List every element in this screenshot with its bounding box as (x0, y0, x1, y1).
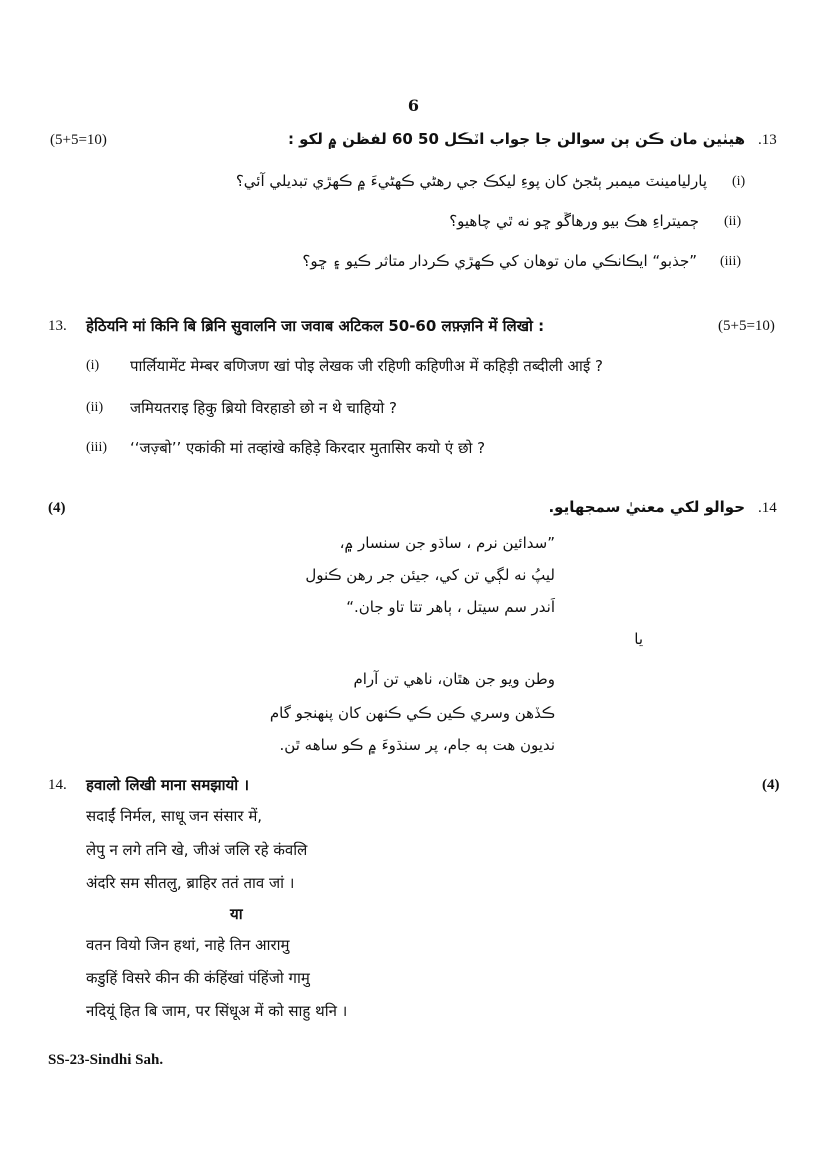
question-number: 13. (48, 318, 67, 334)
verse-line: सदाईं निर्मल, साधू जन संसार में, (86, 807, 263, 825)
item-text: ”جذبو“ ايڪانڪي مان توهان کي ڪهڙي ڪردار متاثر ڪيو ۽ ڇو؟ (302, 252, 697, 270)
item-label: (ii) (724, 214, 742, 229)
item-label: (iii) (720, 254, 741, 269)
question-number: 14. (48, 777, 67, 793)
marks-label: (5+5=10) (718, 318, 775, 334)
verse-line: अंदरि सम सीतलु, ब्राहिर ततं ताव जां । (86, 874, 295, 892)
item-text: ڄميتراءِ هڪ بيو ورهاڱو ڇو نه ٿي چاهيو؟ (449, 212, 699, 230)
page-number: 6 (407, 96, 420, 115)
marks-label: (4) (762, 777, 780, 793)
verse-line: कडुहिं विसरे कीन की कंहिंखां पंहिंजो गामु (86, 969, 310, 987)
item-label: (i) (86, 358, 100, 373)
footer-code: SS-23-Sindhi Sah. (48, 1052, 164, 1068)
question-prompt: هيٺين مان ڪن ٻن سوالن جا جواب اٽڪل 50 60 لفظن ۾ لکو : (287, 130, 745, 148)
verse-line: ليپُ نه لڳي تن کي، جيئن جر رهن ڪنول (305, 566, 555, 584)
item-label: (ii) (86, 400, 104, 415)
verse-separator: يا (634, 630, 643, 648)
question-number: .14 (758, 500, 777, 516)
verse-line: ”سدائين نرم ، ساڌو جن سنسار ۾، (339, 534, 555, 552)
item-text: जमियतराइ हिकु ब्रियो विरहाङो छो न थे चाहियो ? (130, 399, 397, 417)
verse-line: ڪڏهن وسري ڪين ڪي ڪنهن کان پنهنجو گام (269, 704, 555, 722)
verse-line: اَندر سم سيتل ، ٻاهر تتا تاو جان.“ (346, 598, 555, 616)
verse-separator: या (230, 905, 243, 923)
verse-line: नदियूं हित बि जाम, पर सिंधूअ में को साहु थनि । (86, 1002, 348, 1020)
verse-line: نديون هت ٻه جام، پر سنڌوءَ ۾ ڪو ساهه ٿن. (279, 736, 555, 754)
item-text: پارليامينٽ ميمبر ٻڻجڻ کان پوءِ ليکڪ جي رهڻي ڪهڻيءَ ۾ ڪهڙي تبديلي آئي؟ (235, 172, 707, 190)
verse-line: وطن ويو جن هٿان، ناهي تن آرام (353, 670, 555, 688)
item-text: पार्लियामेंट मेम्बर बणिजण खां पोइ लेखक जी रहिणी कहिणीअ में कहिड़ी तब्दीली आई ? (130, 357, 603, 375)
question-prompt: حوالو لکي معنيٰ سمجهايو. (548, 498, 745, 516)
verse-line: लेपु न लगे तनि खे, जीअं जलि रहे कंवलि (86, 841, 308, 859)
question-prompt: हवालो लिखी माना समझायो । (86, 776, 250, 794)
item-text: ‘‘जज़्बो’’ एकांकी मां तव्हांखे कहिड़े किरदार मुतासिर कयो एं छो ? (130, 439, 486, 457)
marks-label: (5+5=10) (50, 132, 107, 148)
marks-label: (4) (48, 500, 66, 516)
item-label: (i) (732, 174, 746, 189)
question-number: .13 (758, 132, 777, 148)
verse-line: वतन वियो जिन हथां, नाहे तिन आरामु (86, 936, 290, 954)
question-prompt: हेठियनि मां किनि बि ब्रिनि सुवालनि जा जवाब अटिकल 50-60 लफ़्ज़नि में लिखो : (86, 317, 545, 335)
item-label: (iii) (86, 440, 107, 455)
